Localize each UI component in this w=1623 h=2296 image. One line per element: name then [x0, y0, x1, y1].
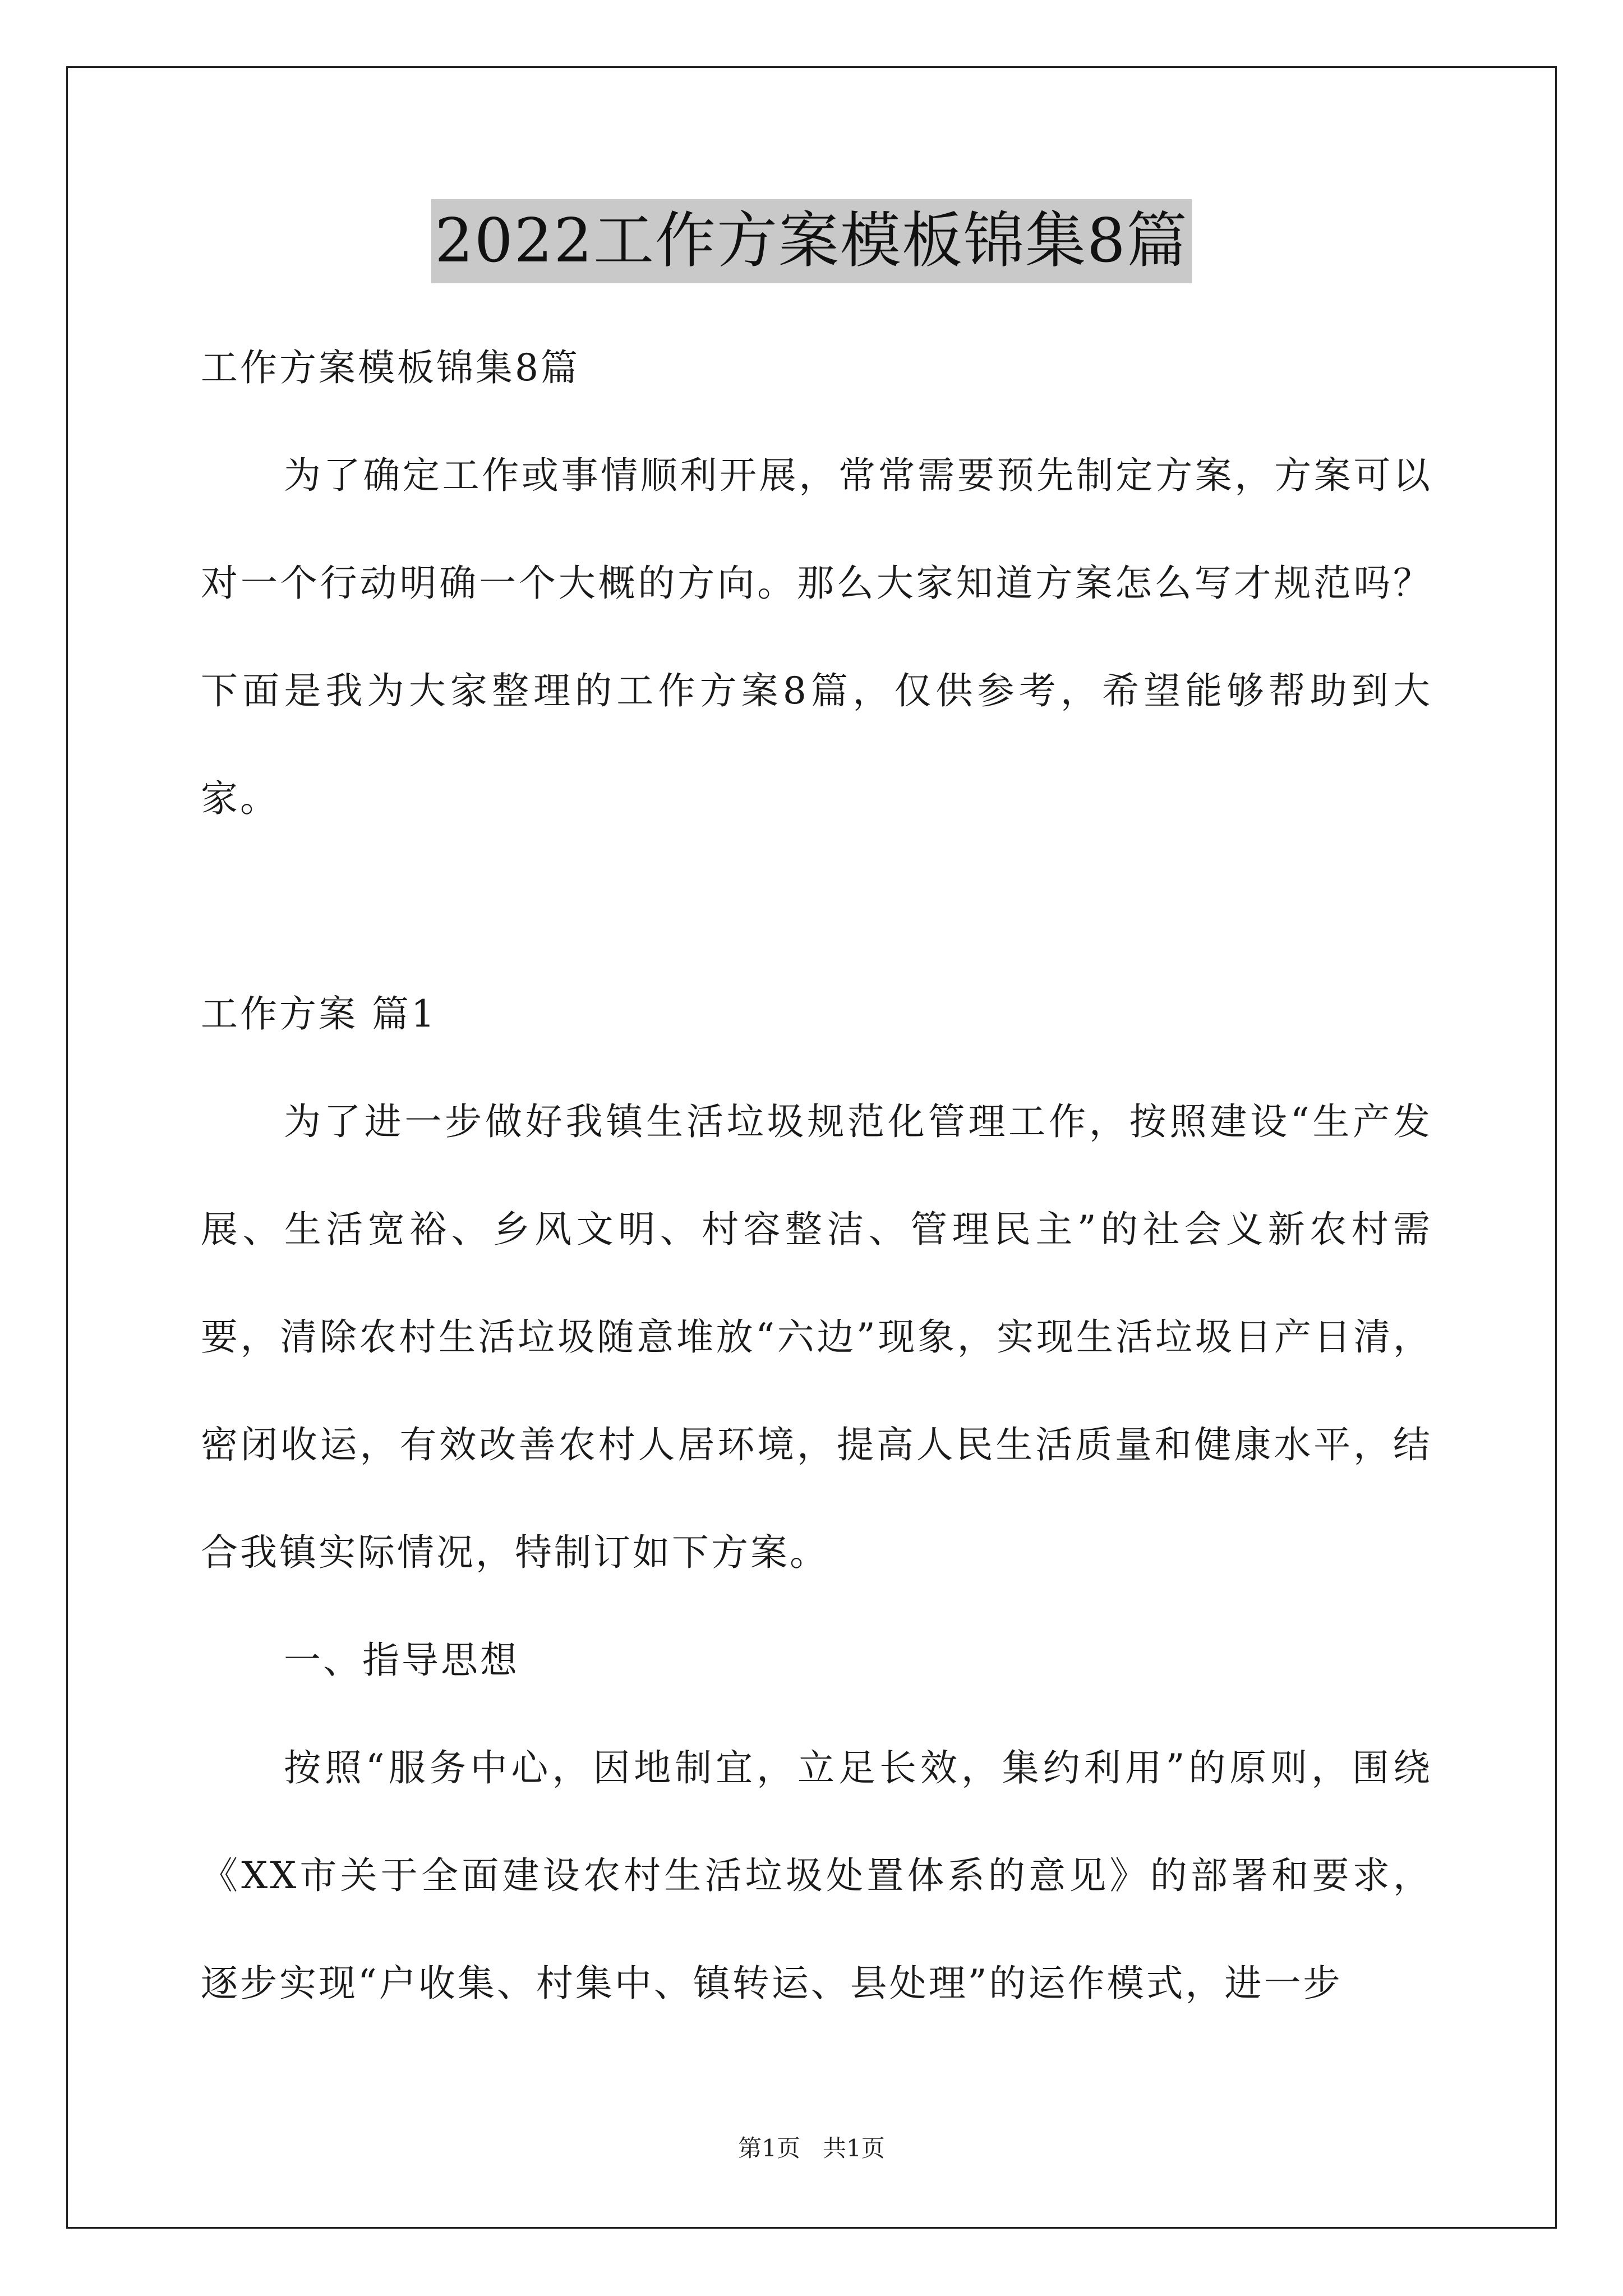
- section-spacer: [201, 853, 1432, 960]
- document-subtitle: 工作方案模板锦集8篇: [201, 346, 580, 389]
- body-paragraph: 为了进一步做好我镇生活垃圾规范化管理工作，按照建设“生产发展、生活宽裕、乡风文明、村容整洁、管理民主”的社会义新农村需要，清除农村生活垃圾随意堆放“六边”现象，实现生活垃圾日产日清，密闭收运，有效改善农村人居环境，提高人民生活质量和健康水平，结合我镇实际情况，特制订如下方案。: [201, 1100, 1432, 1574]
- document-title: 2022工作方案模板锦集8篇: [431, 199, 1192, 283]
- page-total: 共1页: [823, 2134, 885, 2162]
- section-heading: 工作方案 篇1: [201, 992, 437, 1036]
- title-container: [0, 199, 1623, 283]
- sub-heading: 一、指导思想: [284, 1639, 519, 1682]
- page-number: 第1页: [738, 2134, 800, 2162]
- body-paragraph: 按照“服务中心，因地制宜，立足长效，集约利用”的原则，围绕《XX市关于全面建设农村生活垃圾处置体系的意见》的部署和要求，逐步实现“户收集、村集中、镇转运、县处理”的运作模式，进一步: [201, 1746, 1432, 2005]
- page-footer: [0, 2132, 1623, 2165]
- intro-paragraph: 为了确定工作或事情顺利开展，常常需要预先制定方案，方案可以对一个行动明确一个大概的方向。那么大家知道方案怎么写才规范吗？下面是我为大家整理的工作方案8篇，仅供参考，希望能够帮助到大家。: [201, 454, 1432, 820]
- document-body: [201, 314, 1432, 2037]
